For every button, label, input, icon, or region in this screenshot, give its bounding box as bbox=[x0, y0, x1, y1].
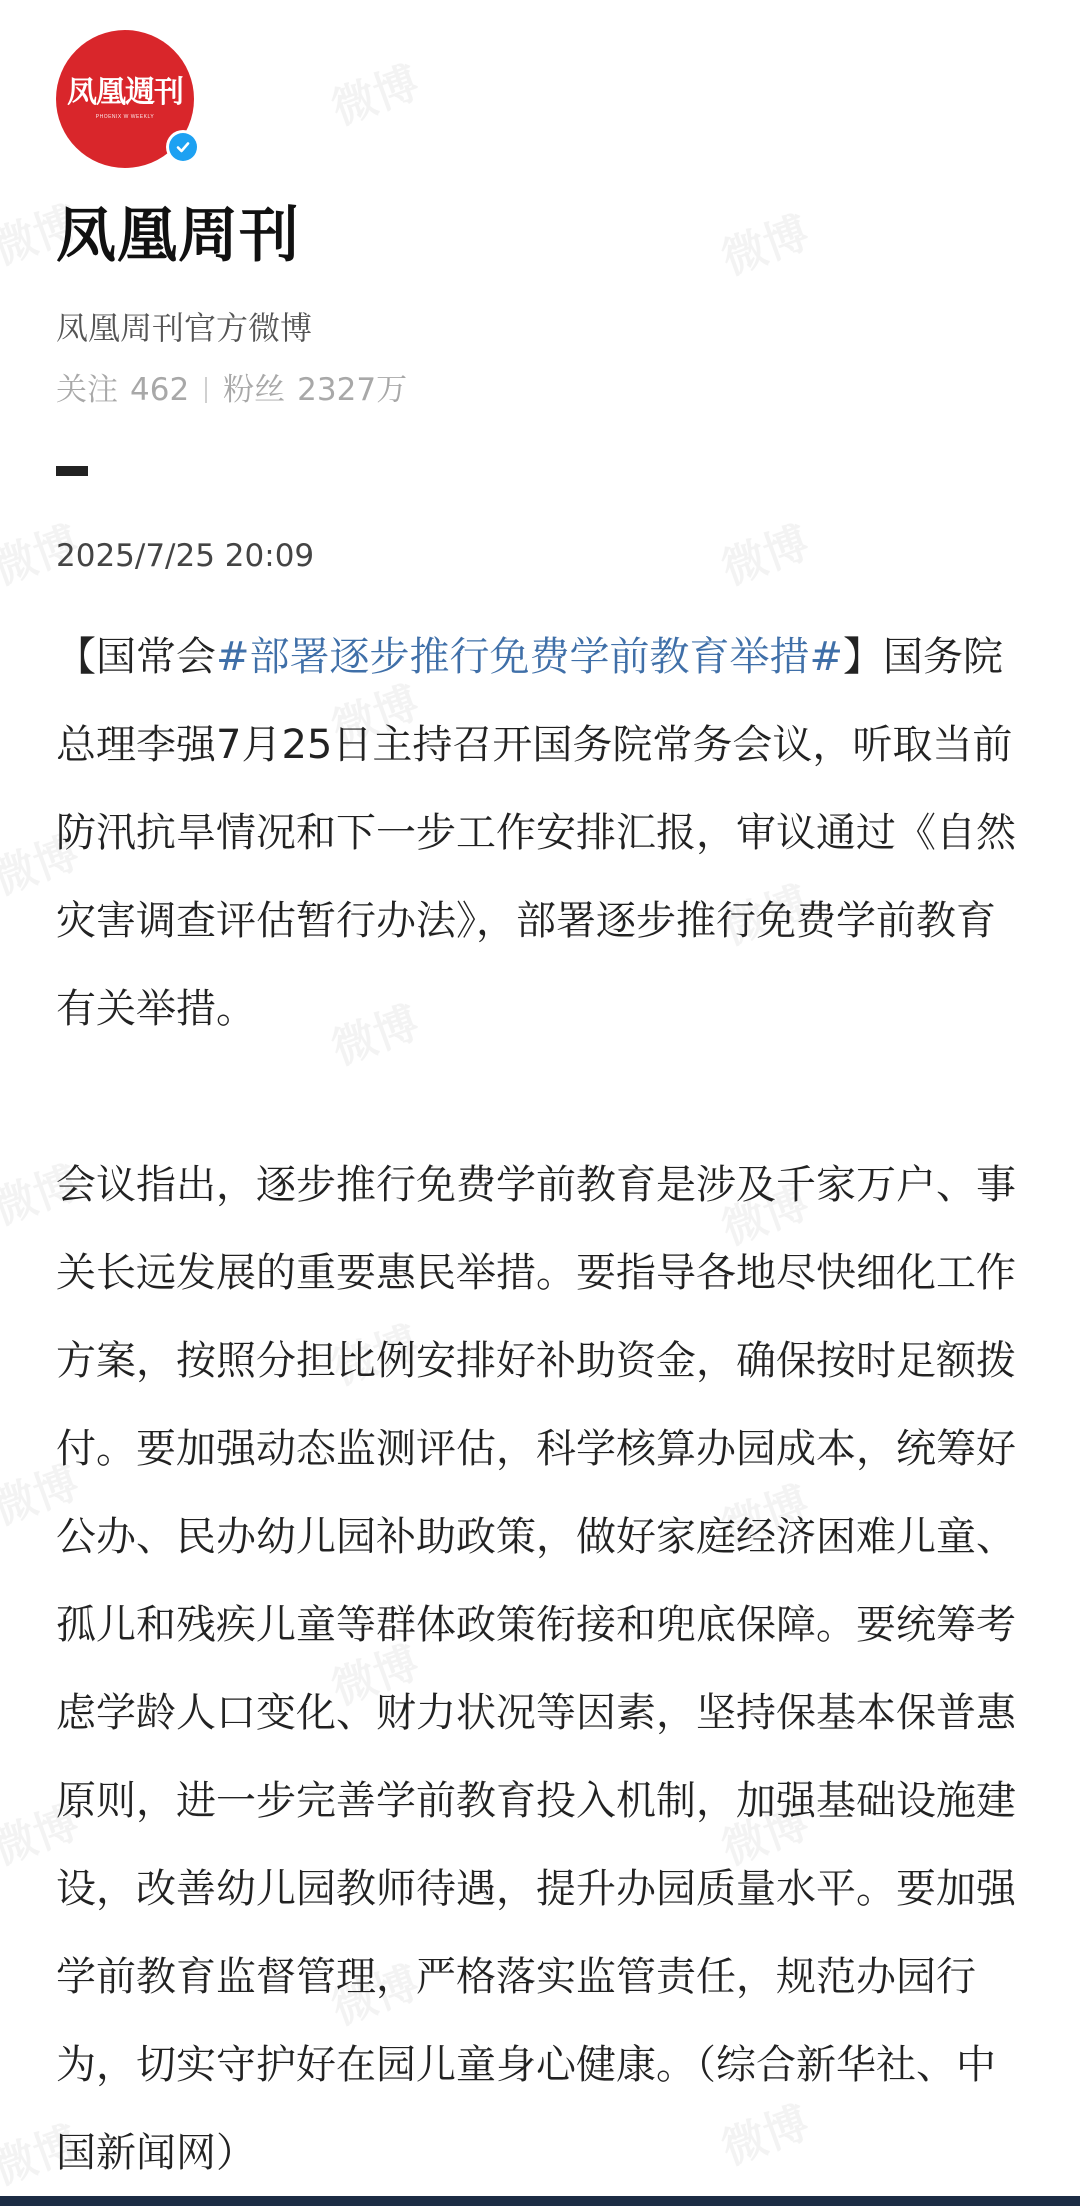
bottom-bar bbox=[0, 2196, 1080, 2206]
account-stats bbox=[56, 366, 407, 414]
avatar-logo-subtext: PHOENIX W WEEKLY bbox=[95, 114, 155, 120]
following-count[interactable]: 462 bbox=[130, 372, 190, 408]
paragraph-spacer bbox=[56, 1053, 1016, 1141]
watermark bbox=[712, 507, 817, 597]
account-name[interactable]: 凤凰周刊 bbox=[56, 201, 300, 271]
verified-badge-icon bbox=[166, 130, 200, 164]
account-description: 凤凰周刊官方微博 bbox=[56, 309, 313, 347]
stats-divider bbox=[205, 377, 207, 403]
post-body bbox=[56, 613, 1016, 2197]
followers-count[interactable]: 2327万 bbox=[297, 372, 408, 408]
followers-label[interactable]: 粉丝 bbox=[223, 372, 286, 408]
account-avatar[interactable] bbox=[56, 30, 194, 168]
post-p1-prefix: 【国常会 bbox=[56, 634, 216, 680]
post-p1-text: 】国务院总理李强7月25日主持召开国务院常务会议，听取当前防汛抗旱情况和下一步工作安排汇报，审议通过《自然灾害调查评估暂行办法》，部署逐步推行免费学前教育有关举措。 bbox=[56, 634, 1016, 1032]
avatar-logo-text: 凤凰週刊 bbox=[67, 75, 183, 110]
post-timestamp: 2025/7/25 20:09 bbox=[56, 538, 315, 574]
following-label[interactable]: 关注 bbox=[56, 372, 118, 408]
post-paragraph-2: 会议指出，逐步推行免费学前教育是涉及千家万户、事关长远发展的重要惠民举措。要指导各地尽快细化工作方案，按照分担比例安排好补助资金，确保按时足额拨付。要加强动态监测评估，科学核算办园成本，统筹好公办、民办幼儿园补助政策，做好家庭经济困难儿童、孤儿和残疾儿童等群体政策衔接和兜底保障。要统筹考虑学龄人口变化、财力状况等因素，坚持保基本保普惠原则，进一步完善学前教育投入机制，加强基础设施建设，改善幼儿园教师待遇，提升办园质量水平。要加强学前教育监督管理，严格落实监管责任，规范办园行为，切实守护好在园儿童身心健康。（综合新华社、中国新闻网） bbox=[56, 1162, 1016, 2176]
watermark bbox=[322, 47, 427, 137]
post-paragraph-1 bbox=[56, 613, 1016, 1053]
topic-link[interactable]: #部署逐步推行免费学前教育举措# bbox=[216, 634, 844, 680]
watermark bbox=[712, 197, 817, 287]
section-divider bbox=[56, 466, 88, 476]
